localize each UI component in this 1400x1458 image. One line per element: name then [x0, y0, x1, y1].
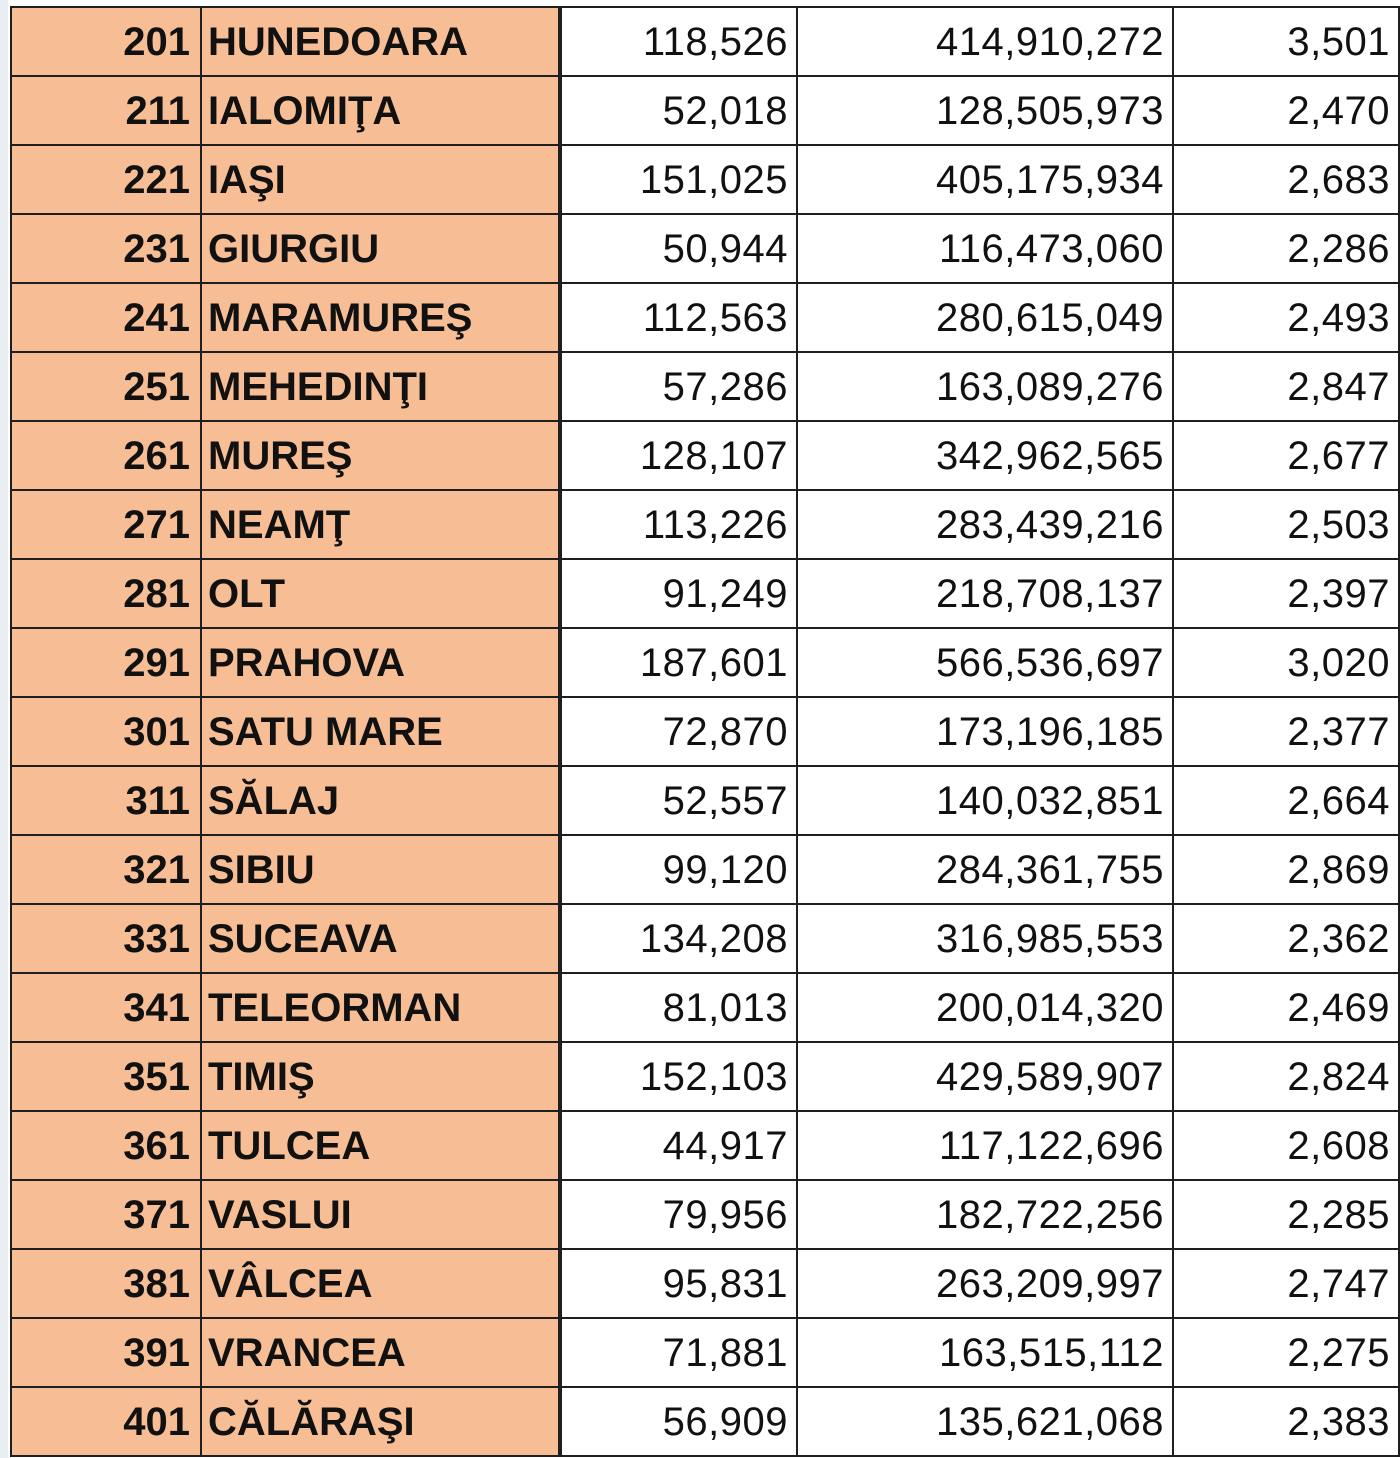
cell-value-a[interactable]: 118,526: [560, 7, 797, 76]
cell-value-c[interactable]: 2,683: [1173, 145, 1399, 214]
cell-value-a[interactable]: 79,956: [560, 1180, 797, 1249]
cell-code[interactable]: 361: [11, 1111, 201, 1180]
cell-code[interactable]: 201: [11, 7, 201, 76]
cell-value-a[interactable]: 71,881: [560, 1318, 797, 1387]
cell-county[interactable]: IAŞI: [201, 145, 560, 214]
cell-value-c[interactable]: 2,362: [1173, 904, 1399, 973]
cell-value-a[interactable]: 113,226: [560, 490, 797, 559]
table-row: [11, 490, 1399, 559]
cell-code[interactable]: 341: [11, 973, 201, 1042]
cell-value-c[interactable]: 2,275: [1173, 1318, 1399, 1387]
cell-code[interactable]: 271: [11, 490, 201, 559]
cell-county[interactable]: SUCEAVA: [201, 904, 560, 973]
cell-value-a[interactable]: 152,103: [560, 1042, 797, 1111]
cell-value-a[interactable]: 56,909: [560, 1387, 797, 1456]
table-row: [11, 1249, 1399, 1318]
table-row: [11, 559, 1399, 628]
cell-value-c[interactable]: 2,397: [1173, 559, 1399, 628]
cell-value-c[interactable]: 2,377: [1173, 697, 1399, 766]
cell-value-b[interactable]: 218,708,137: [797, 559, 1173, 628]
table-row: [11, 352, 1399, 421]
cell-value-b[interactable]: 342,962,565: [797, 421, 1173, 490]
cell-value-a[interactable]: 151,025: [560, 145, 797, 214]
table-row: [11, 1042, 1399, 1111]
table-row: [11, 835, 1399, 904]
cell-code[interactable]: 321: [11, 835, 201, 904]
table-row: [11, 1387, 1399, 1456]
cell-value-a[interactable]: 57,286: [560, 352, 797, 421]
cell-value-c[interactable]: 2,824: [1173, 1042, 1399, 1111]
cell-code[interactable]: 291: [11, 628, 201, 697]
cell-county[interactable]: MUREŞ: [201, 421, 560, 490]
cell-value-c[interactable]: 2,664: [1173, 766, 1399, 835]
cell-value-b[interactable]: 263,209,997: [797, 1249, 1173, 1318]
cell-code[interactable]: 391: [11, 1318, 201, 1387]
cell-code[interactable]: 211: [11, 76, 201, 145]
cell-value-b[interactable]: 429,589,907: [797, 1042, 1173, 1111]
table-row: [11, 1318, 1399, 1387]
cell-value-a[interactable]: 95,831: [560, 1249, 797, 1318]
table-row: [11, 766, 1399, 835]
cell-value-a[interactable]: 50,944: [560, 214, 797, 283]
cell-county[interactable]: SĂLAJ: [201, 766, 560, 835]
table-row: [11, 283, 1399, 352]
cell-value-c[interactable]: 2,869: [1173, 835, 1399, 904]
cell-county[interactable]: HUNEDOARA: [201, 7, 560, 76]
cell-value-c[interactable]: 2,503: [1173, 490, 1399, 559]
cell-code[interactable]: 351: [11, 1042, 201, 1111]
cell-code[interactable]: 241: [11, 283, 201, 352]
table-row: [11, 697, 1399, 766]
cell-value-c[interactable]: 3,020: [1173, 628, 1399, 697]
cell-value-c[interactable]: 2,286: [1173, 214, 1399, 283]
cell-county[interactable]: IALOMIŢA: [201, 76, 560, 145]
table-row: [11, 421, 1399, 490]
cell-value-c[interactable]: 2,493: [1173, 283, 1399, 352]
cell-county[interactable]: TELEORMAN: [201, 973, 560, 1042]
cell-code[interactable]: 331: [11, 904, 201, 973]
cell-value-c[interactable]: 2,383: [1173, 1387, 1399, 1456]
table-row: [11, 1180, 1399, 1249]
cell-value-b[interactable]: 116,473,060: [797, 214, 1173, 283]
cell-code[interactable]: 401: [11, 1387, 201, 1456]
table-body: [11, 7, 1399, 1456]
table-row: [11, 145, 1399, 214]
cell-value-c[interactable]: 2,747: [1173, 1249, 1399, 1318]
cell-county[interactable]: NEAMŢ: [201, 490, 560, 559]
cell-county[interactable]: OLT: [201, 559, 560, 628]
cell-value-b[interactable]: 163,515,112: [797, 1318, 1173, 1387]
cell-value-b[interactable]: 316,985,553: [797, 904, 1173, 973]
cell-value-c[interactable]: 2,285: [1173, 1180, 1399, 1249]
cell-value-a[interactable]: 44,917: [560, 1111, 797, 1180]
cell-value-b[interactable]: 200,014,320: [797, 973, 1173, 1042]
table-row: [11, 76, 1399, 145]
cell-value-c[interactable]: 2,470: [1173, 76, 1399, 145]
cell-value-a[interactable]: 99,120: [560, 835, 797, 904]
table-row: [11, 904, 1399, 973]
cell-value-b[interactable]: 284,361,755: [797, 835, 1173, 904]
cell-value-a[interactable]: 72,870: [560, 697, 797, 766]
cell-value-a[interactable]: 187,601: [560, 628, 797, 697]
cell-value-a[interactable]: 112,563: [560, 283, 797, 352]
cell-county[interactable]: SIBIU: [201, 835, 560, 904]
cell-code[interactable]: 381: [11, 1249, 201, 1318]
cell-code[interactable]: 231: [11, 214, 201, 283]
cell-county[interactable]: TULCEA: [201, 1111, 560, 1180]
cell-county[interactable]: VÂLCEA: [201, 1249, 560, 1318]
cell-value-b[interactable]: 280,615,049: [797, 283, 1173, 352]
cell-county[interactable]: MARAMUREŞ: [201, 283, 560, 352]
cell-county[interactable]: MEHEDINŢI: [201, 352, 560, 421]
cell-code[interactable]: 311: [11, 766, 201, 835]
table-row: [11, 7, 1399, 76]
cell-code[interactable]: 301: [11, 697, 201, 766]
cell-code[interactable]: 371: [11, 1180, 201, 1249]
cell-value-c[interactable]: 2,847: [1173, 352, 1399, 421]
cell-value-a[interactable]: 52,018: [560, 76, 797, 145]
cell-value-a[interactable]: 134,208: [560, 904, 797, 973]
county-data-table: [10, 6, 1400, 1457]
cell-value-b[interactable]: 182,722,256: [797, 1180, 1173, 1249]
cell-value-a[interactable]: 91,249: [560, 559, 797, 628]
cell-county[interactable]: PRAHOVA: [201, 628, 560, 697]
cell-county[interactable]: CĂLĂRAŞI: [201, 1387, 560, 1456]
cell-value-a[interactable]: 52,557: [560, 766, 797, 835]
table-row: [11, 973, 1399, 1042]
cell-code[interactable]: 281: [11, 559, 201, 628]
cell-value-b[interactable]: 173,196,185: [797, 697, 1173, 766]
cell-county[interactable]: GIURGIU: [201, 214, 560, 283]
cell-value-c[interactable]: 2,469: [1173, 973, 1399, 1042]
cell-county[interactable]: VASLUI: [201, 1180, 560, 1249]
table-row: [11, 628, 1399, 697]
cell-value-b[interactable]: 283,439,216: [797, 490, 1173, 559]
table-row: [11, 214, 1399, 283]
cell-value-c[interactable]: 2,608: [1173, 1111, 1399, 1180]
cell-value-b[interactable]: 128,505,973: [797, 76, 1173, 145]
cell-value-b[interactable]: 140,032,851: [797, 766, 1173, 835]
cell-value-c[interactable]: 3,501: [1173, 7, 1399, 76]
cell-value-b[interactable]: 163,089,276: [797, 352, 1173, 421]
cell-county[interactable]: SATU MARE: [201, 697, 560, 766]
cell-value-a[interactable]: 81,013: [560, 973, 797, 1042]
cell-code[interactable]: 251: [11, 352, 201, 421]
cell-value-c[interactable]: 2,677: [1173, 421, 1399, 490]
cell-county[interactable]: VRANCEA: [201, 1318, 560, 1387]
cell-code[interactable]: 221: [11, 145, 201, 214]
cell-value-b[interactable]: 414,910,272: [797, 7, 1173, 76]
sheet-left-edge: [0, 0, 8, 1458]
table-row: [11, 1111, 1399, 1180]
cell-value-b[interactable]: 566,536,697: [797, 628, 1173, 697]
cell-value-b[interactable]: 405,175,934: [797, 145, 1173, 214]
cell-value-b[interactable]: 117,122,696: [797, 1111, 1173, 1180]
cell-value-a[interactable]: 128,107: [560, 421, 797, 490]
cell-code[interactable]: 261: [11, 421, 201, 490]
cell-value-b[interactable]: 135,621,068: [797, 1387, 1173, 1456]
cell-county[interactable]: TIMIŞ: [201, 1042, 560, 1111]
